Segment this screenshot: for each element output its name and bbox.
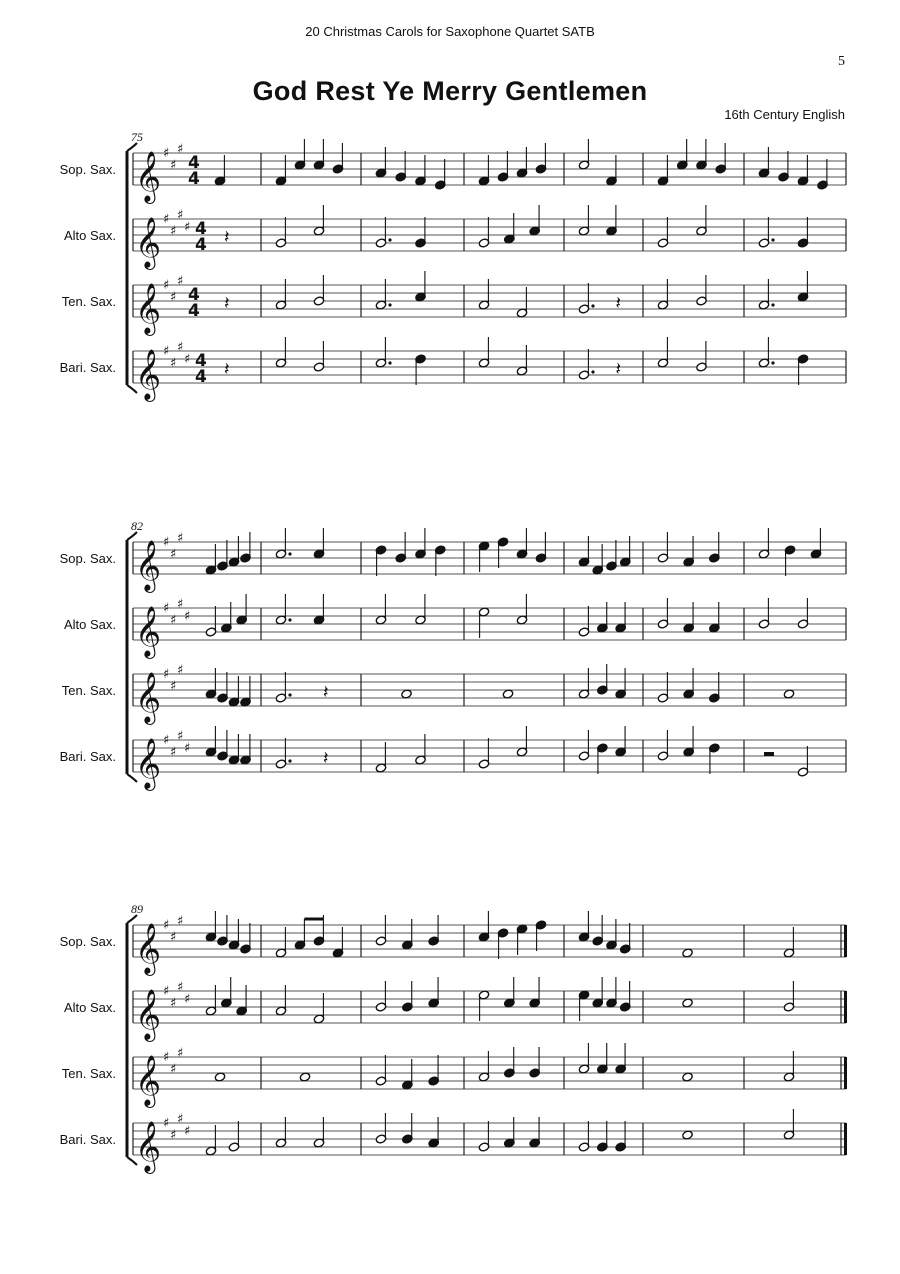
bracket-hook: [127, 532, 137, 540]
sharp-icon: ♯: [170, 613, 177, 628]
time-signature-denominator: 4: [195, 235, 207, 255]
sharp-icon: ♯: [163, 601, 170, 616]
quarter-rest-icon: 𝄽: [224, 293, 230, 314]
augmentation-dot: [591, 370, 594, 373]
sharp-icon: ♯: [177, 1046, 184, 1061]
bracket-hook: [127, 915, 137, 923]
sharp-icon: ♯: [163, 1050, 170, 1065]
time-signature-numerator: 4: [195, 219, 207, 239]
instrument-label: Ten. Sax.: [61, 1066, 116, 1081]
instrument-label: Ten. Sax.: [61, 683, 116, 698]
sharp-icon: ♯: [170, 996, 177, 1011]
instrument-label: Alto Sax.: [63, 228, 116, 243]
sharp-icon: ♯: [184, 352, 191, 367]
sharp-icon: ♯: [184, 220, 191, 235]
sharp-icon: ♯: [177, 142, 184, 157]
augmentation-dot: [771, 238, 774, 241]
treble-clef-icon: 𝄞: [135, 283, 162, 334]
quarter-rest-icon: 𝄽: [224, 227, 230, 248]
treble-clef-icon: 𝄞: [135, 738, 162, 789]
final-barline: [844, 925, 847, 957]
quarter-rest-icon: 𝄽: [323, 682, 329, 703]
instrument-label: Sop. Sax.: [59, 551, 116, 566]
sharp-icon: ♯: [170, 356, 177, 371]
quarter-rest-icon: 𝄽: [224, 359, 230, 380]
composer-credit: 16th Century English: [724, 107, 845, 122]
sharp-icon: ♯: [170, 547, 177, 562]
sharp-icon: ♯: [177, 597, 184, 612]
augmentation-dot: [388, 303, 391, 306]
quarter-rest-icon: 𝄽: [615, 359, 622, 380]
sharp-icon: ♯: [170, 679, 177, 694]
treble-clef-icon: 𝄞: [135, 151, 162, 202]
sharp-icon: ♯: [177, 274, 184, 289]
instrument-label: Sop. Sax.: [59, 162, 116, 177]
final-barline: [844, 1057, 847, 1089]
sharp-icon: ♯: [177, 729, 184, 744]
sharp-icon: ♯: [163, 1116, 170, 1131]
measure-number: 89: [131, 902, 143, 916]
time-signature-numerator: 4: [188, 285, 200, 305]
time-signature-numerator: 4: [195, 351, 207, 371]
augmentation-dot: [771, 303, 774, 306]
augmentation-dot: [771, 361, 774, 364]
time-signature-denominator: 4: [195, 367, 207, 387]
sharp-icon: ♯: [163, 984, 170, 999]
treble-clef-icon: 𝄞: [135, 923, 162, 974]
sharp-icon: ♯: [163, 278, 170, 293]
sharp-icon: ♯: [163, 667, 170, 682]
time-signature-denominator: 4: [188, 169, 200, 189]
sharp-icon: ♯: [184, 992, 191, 1007]
sharp-icon: ♯: [184, 1124, 191, 1139]
sharp-icon: ♯: [170, 745, 177, 760]
page-number: 5: [838, 54, 845, 69]
instrument-label: Bari. Sax.: [59, 1132, 116, 1147]
sharp-icon: ♯: [184, 741, 191, 756]
half-rest-icon: [764, 752, 774, 756]
sharp-icon: ♯: [163, 918, 170, 933]
sharp-icon: ♯: [177, 663, 184, 678]
augmentation-dot: [288, 759, 291, 762]
sharp-icon: ♯: [177, 1112, 184, 1127]
augmentation-dot: [288, 693, 291, 696]
treble-clef-icon: 𝄞: [135, 540, 162, 591]
treble-clef-icon: 𝄞: [135, 1055, 162, 1106]
treble-clef-icon: 𝄞: [135, 1121, 162, 1172]
augmentation-dot: [388, 361, 391, 364]
treble-clef-icon: 𝄞: [135, 989, 162, 1040]
augmentation-dot: [288, 618, 291, 621]
measure-number: 75: [131, 130, 143, 144]
treble-clef-icon: 𝄞: [135, 672, 162, 723]
sharp-icon: ♯: [163, 146, 170, 161]
instrument-label: Alto Sax.: [63, 617, 116, 632]
quarter-rest-icon: 𝄽: [615, 293, 622, 314]
sharp-icon: ♯: [177, 914, 184, 929]
final-barline: [844, 991, 847, 1023]
sharp-icon: ♯: [170, 930, 177, 945]
treble-clef-icon: 𝄞: [135, 606, 162, 657]
sharp-icon: ♯: [177, 340, 184, 355]
sharp-icon: ♯: [170, 1128, 177, 1143]
sharp-icon: ♯: [177, 531, 184, 546]
measure-number: 82: [131, 519, 143, 533]
augmentation-dot: [288, 552, 291, 555]
sharp-icon: ♯: [163, 344, 170, 359]
final-barline: [844, 1123, 847, 1155]
instrument-label: Bari. Sax.: [59, 360, 116, 375]
sharp-icon: ♯: [163, 535, 170, 550]
treble-clef-icon: 𝄞: [135, 349, 162, 400]
quarter-rest-icon: 𝄽: [323, 748, 329, 769]
sharp-icon: ♯: [163, 733, 170, 748]
sharp-icon: ♯: [170, 290, 177, 305]
sharp-icon: ♯: [163, 212, 170, 227]
instrument-label: Alto Sax.: [63, 1000, 116, 1015]
bracket-hook: [127, 143, 137, 151]
instrument-label: Bari. Sax.: [59, 749, 116, 764]
augmentation-dot: [388, 238, 391, 241]
time-signature-numerator: 4: [188, 153, 200, 173]
sharp-icon: ♯: [184, 609, 191, 624]
instrument-label: Ten. Sax.: [61, 294, 116, 309]
piece-title: God Rest Ye Merry Gentlemen: [252, 76, 648, 106]
book-title: 20 Christmas Carols for Saxophone Quartet SATB: [305, 24, 595, 39]
treble-clef-icon: 𝄞: [135, 217, 162, 268]
time-signature-denominator: 4: [188, 301, 200, 321]
sharp-icon: ♯: [170, 1062, 177, 1077]
sharp-icon: ♯: [177, 980, 184, 995]
instrument-label: Sop. Sax.: [59, 934, 116, 949]
sharp-icon: ♯: [170, 158, 177, 173]
sharp-icon: ♯: [177, 208, 184, 223]
sharp-icon: ♯: [170, 224, 177, 239]
augmentation-dot: [591, 304, 594, 307]
